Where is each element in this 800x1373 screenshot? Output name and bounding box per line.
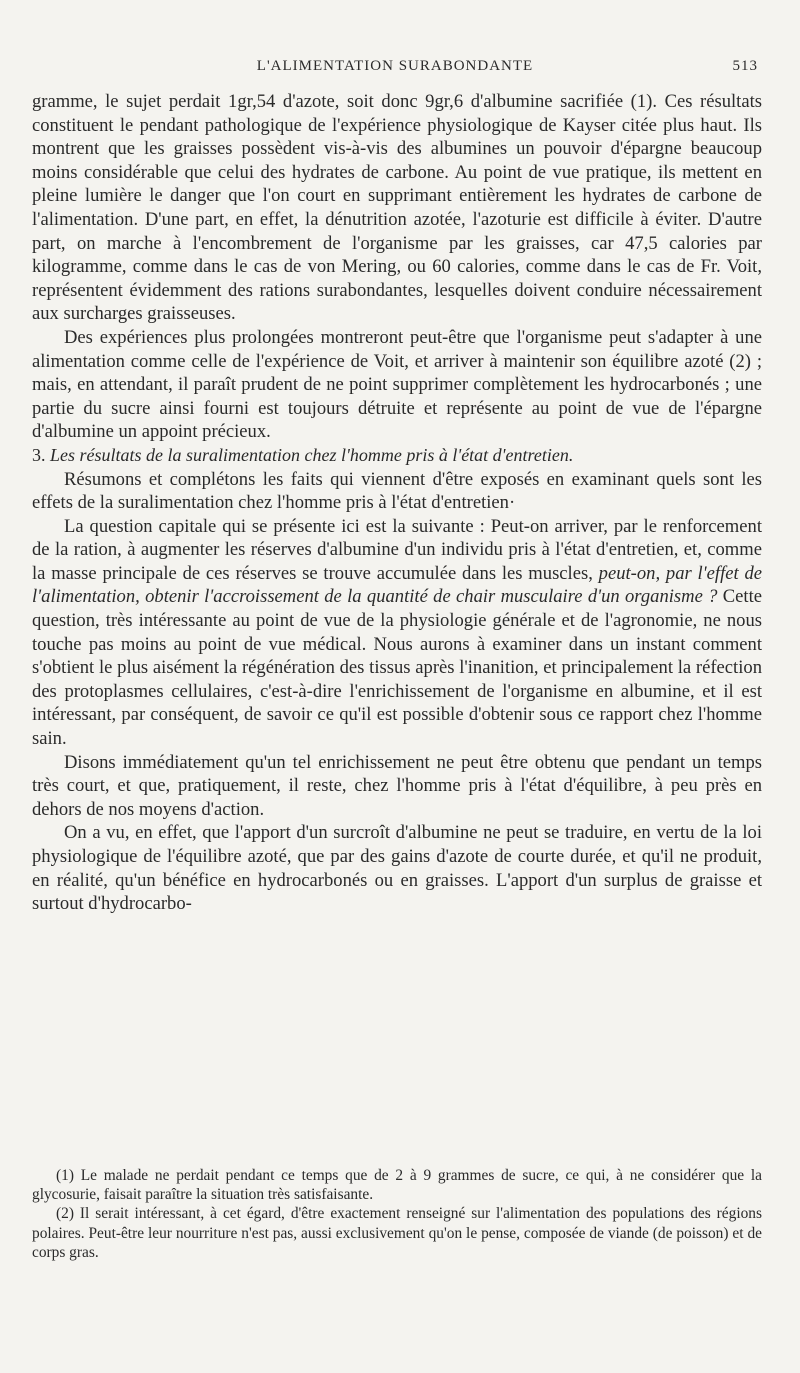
section-heading [32,444,762,468]
body-text [32,90,762,916]
page-number: 513 [732,58,758,74]
paragraph-6: On a vu, en effet, que l'apport d'un surcroît d'albumine ne peut se traduire, en vertu de la loi physiologique de l'équilibre azoté, que par des gains d'azote de courte durée, et qu'il ne produit, en réalité, qu'un bénéfice en hydrocarbonés ou en graisses. L'apport d'un surplus de graisse et surtout d'hydrocarbo- [32,822,762,915]
running-head: L'ALIMENTATION SURABONDANTE [256,58,534,74]
paragraph-5: Disons immédiatement qu'un tel enrichissement ne peut être obtenu que pendant un temps très court, et que, pratiquement, il reste, chez l'homme pris à l'état d'équilibre, à peu près en dehors de nos moyens d'action. [32,751,762,820]
footnote-2: (2) Il serait intéressant, à cet égard, d'être exactement renseigné sur l'alimentation des populations des régions polaires. Peut-être leur nourriture n'est pas, aussi exclusivement qu'on le pense, composée de viande (de poisson) et de corps gras. [32,1205,762,1261]
page-header [32,58,758,82]
section-title: Les résultats de la suralimentation chez l'homme pris à l'état d'entretien. [50,444,574,465]
paragraph-4-start: La question capitale qui se présente ici est la suivante : Peut-on arriver, par le renforcement de la ration, à augmenter les réserves d'albumine d'un individu pris à l'état d'entretien, et, comme la masse principale de ces réserves se trouve accumulée dans les muscles, [32,515,762,584]
footnotes [32,1166,762,1262]
paragraph-4-end: Cette question, très intéressante au point de vue de la physiologie générale et de l'agronomie, ne nous touche pas moins au point de vue médical. Nous aurons à examiner dans un instant comment s'obtient le plus aisément la régénération des tissus après l'inanition, et principalement la réfection des protoplasmes cellulaires, c'est-à-dire l'enrichissement de l'organisme en albumine, et il est intéressant, par conséquent, de savoir ce qu'il est possible d'obtenir sous ce rapport chez l'homme sain. [32,586,762,750]
paragraph-1: gramme, le sujet perdait 1gr,54 d'azote, soit donc 9gr,6 d'albumine sacrifiée (1). Ces résultats constituent le pendant pathologique de l'expérience physiologique de Kayser citée plus haut. Ils montrent que les graisses possèdent vis-à-vis des albumines un pouvoir d'épargne beaucoup moins considérable que celui des hydrates de carbone. Au point de vue pratique, ils mettent en pleine lumière le danger que l'on court en supprimant entièrement les hydrates de carbone de l'alimentation. D'une part, en effet, la dénutrition azotée, l'azoturie est difficile à éviter. D'autre part, on marche à l'encombrement de l'organisme par les graisses, car 47,5 calories par kilogramme, comme dans le cas de von Mering, ou 60 calories, comme dans le cas de Fr. Voit, représentent évidemment des rations surabondantes, lesquelles doivent conduire nécessairement aux surcharges graisseuses. [32,91,762,325]
paragraph-3: Résumons et complétons les faits qui viennent d'être exposés en examinant quels sont les effets de la suralimentation chez l'homme pris à l'état d'entretien· [32,468,762,514]
footnote-1: (1) Le malade ne perdait pendant ce temps que de 2 à 9 grammes de sucre, ce qui, à ne considérer que la glycosurie, faisait paraître la situation très satisfaisante. [32,1167,762,1204]
paragraph-4-italic: peut-on, par l'effet de l'alimentation, obtenir l'accroissement de la quantité de chair musculaire d'un organisme ? [32,562,762,608]
paragraph-2: Des expériences plus prolongées montreront peut-être que l'organisme peut s'adapter à une alimentation comme celle de l'expérience de Voit, et arriver à maintenir son équilibre azoté (2) ; mais, en attendant, il paraît prudent de ne point supprimer complètement les hydrocarbonés ; une partie du sucre ainsi fourni est toujours détruite et représente au point de vue de l'épargne d'albumine un appoint précieux. [32,326,762,443]
paragraph-4 [32,515,762,751]
section-number: 3. [32,444,46,465]
